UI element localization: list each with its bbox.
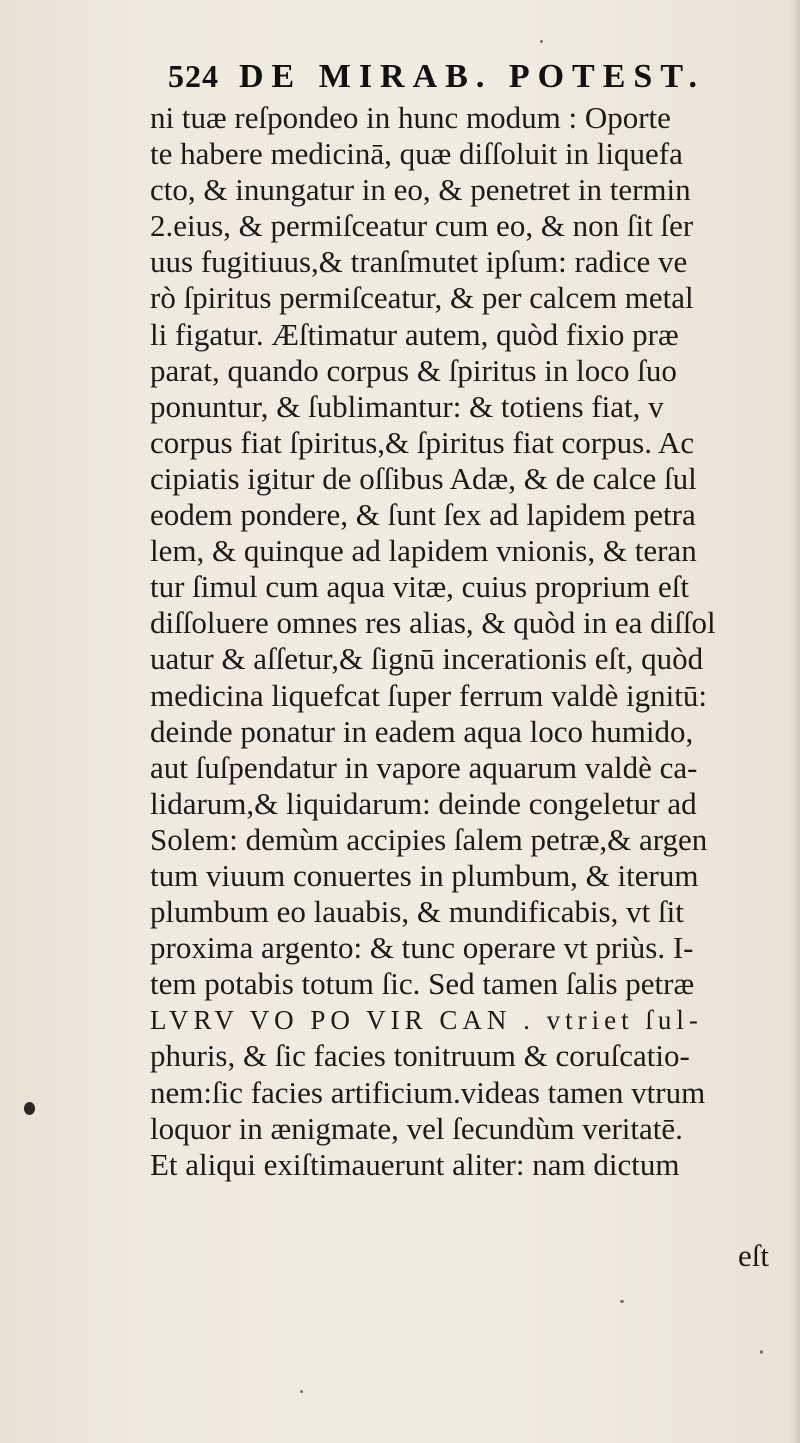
running-header xyxy=(168,58,768,98)
text-line: aut ſuſpendatur in vapore aquarum valdè ca- xyxy=(150,749,698,785)
text-line: 2.eius, & permiſceatur cum eo, & non ſit ſer xyxy=(150,208,694,244)
text-line-cipher: LVRV VO PO VIR CAN . vtriet ſul- xyxy=(150,1005,703,1036)
text-line: proxima argento: & tunc operare vt priùs. I- xyxy=(150,930,694,966)
text-line: plumbum eo lauabis, & mundificabis, vt ſit xyxy=(150,894,684,930)
text-line: ponuntur, & ſublimantur: & totiens fiat, v xyxy=(150,388,664,424)
text-line: Et aliqui exiſtimauerunt aliter: nam dictum xyxy=(150,1146,680,1182)
text-line: cipiatis igitur de oſſibus Adæ, & de calce ſul xyxy=(150,460,697,496)
text-line: nem:ſic facies artificium.videas tamen vtrum xyxy=(150,1074,706,1110)
text-line: Solem: demùm accipies ſalem petræ,& argen xyxy=(150,821,708,857)
margin-ink-dot xyxy=(24,1102,35,1115)
text-line: tur ſimul cum aqua vitæ, cuius proprium eſt xyxy=(150,569,689,605)
catchword: eſt xyxy=(738,1238,769,1273)
text-line: medicina liquefcat ſuper ferrum valdè ignitū: xyxy=(150,677,707,713)
page-number: 524 xyxy=(168,58,219,94)
text-line: li figatur. Æſtimatur autem, quòd fixio præ xyxy=(150,316,679,352)
text-line: te habere medicinā, quæ diſſoluit in liquefa xyxy=(150,136,683,172)
text-line: eodem pondere, & ſunt ſex ad lapidem petra xyxy=(150,497,696,533)
body-text xyxy=(150,100,800,1183)
text-line: lem, & quinque ad lapidem vnionis, & teran xyxy=(150,533,697,569)
paper-speck xyxy=(620,1300,624,1303)
text-line: uatur & aſſetur,& ſignū incerationis eſt, quòd xyxy=(150,641,704,677)
paper-speck xyxy=(760,1350,763,1354)
text-line: loquor in ænigmate, vel ſecundùm veritatē. xyxy=(150,1110,683,1146)
text-line: rò ſpiritus permiſceatur, & per calcem metal xyxy=(150,280,694,316)
text-line: parat, quando corpus & ſpiritus in loco ſuo xyxy=(150,352,677,388)
text-line: ni tuæ reſpondeo in hunc modum : Oporte xyxy=(150,100,671,135)
paper-speck xyxy=(540,40,543,43)
text-line: tum viuum conuertes in plumbum, & iterum xyxy=(150,857,699,893)
text-line: deinde ponatur in eadem aqua loco humido, xyxy=(150,713,694,749)
text-line: tem potabis totum ſic. Sed tamen ſalis petræ xyxy=(150,966,695,1002)
text-line: uus fugitiuus,& tranſmutet ipſum: radice ve xyxy=(150,244,688,280)
text-line: phuris, & ſic facies tonitruum & coruſcatio- xyxy=(150,1038,690,1074)
running-title: DE MIRAB. POTEST. xyxy=(239,58,705,95)
text-line: diſſoluere omnes res alias, & quòd in ea diſſol xyxy=(150,605,716,641)
text-line: cto, & inungatur in eo, & penetret in termin xyxy=(150,172,691,208)
paper-speck xyxy=(300,1390,303,1393)
text-line: corpus fiat ſpiritus,& ſpiritus fiat corpus. Ac xyxy=(150,424,695,460)
text-line: lidarum,& liquidarum: deinde congeletur ad xyxy=(150,785,697,821)
